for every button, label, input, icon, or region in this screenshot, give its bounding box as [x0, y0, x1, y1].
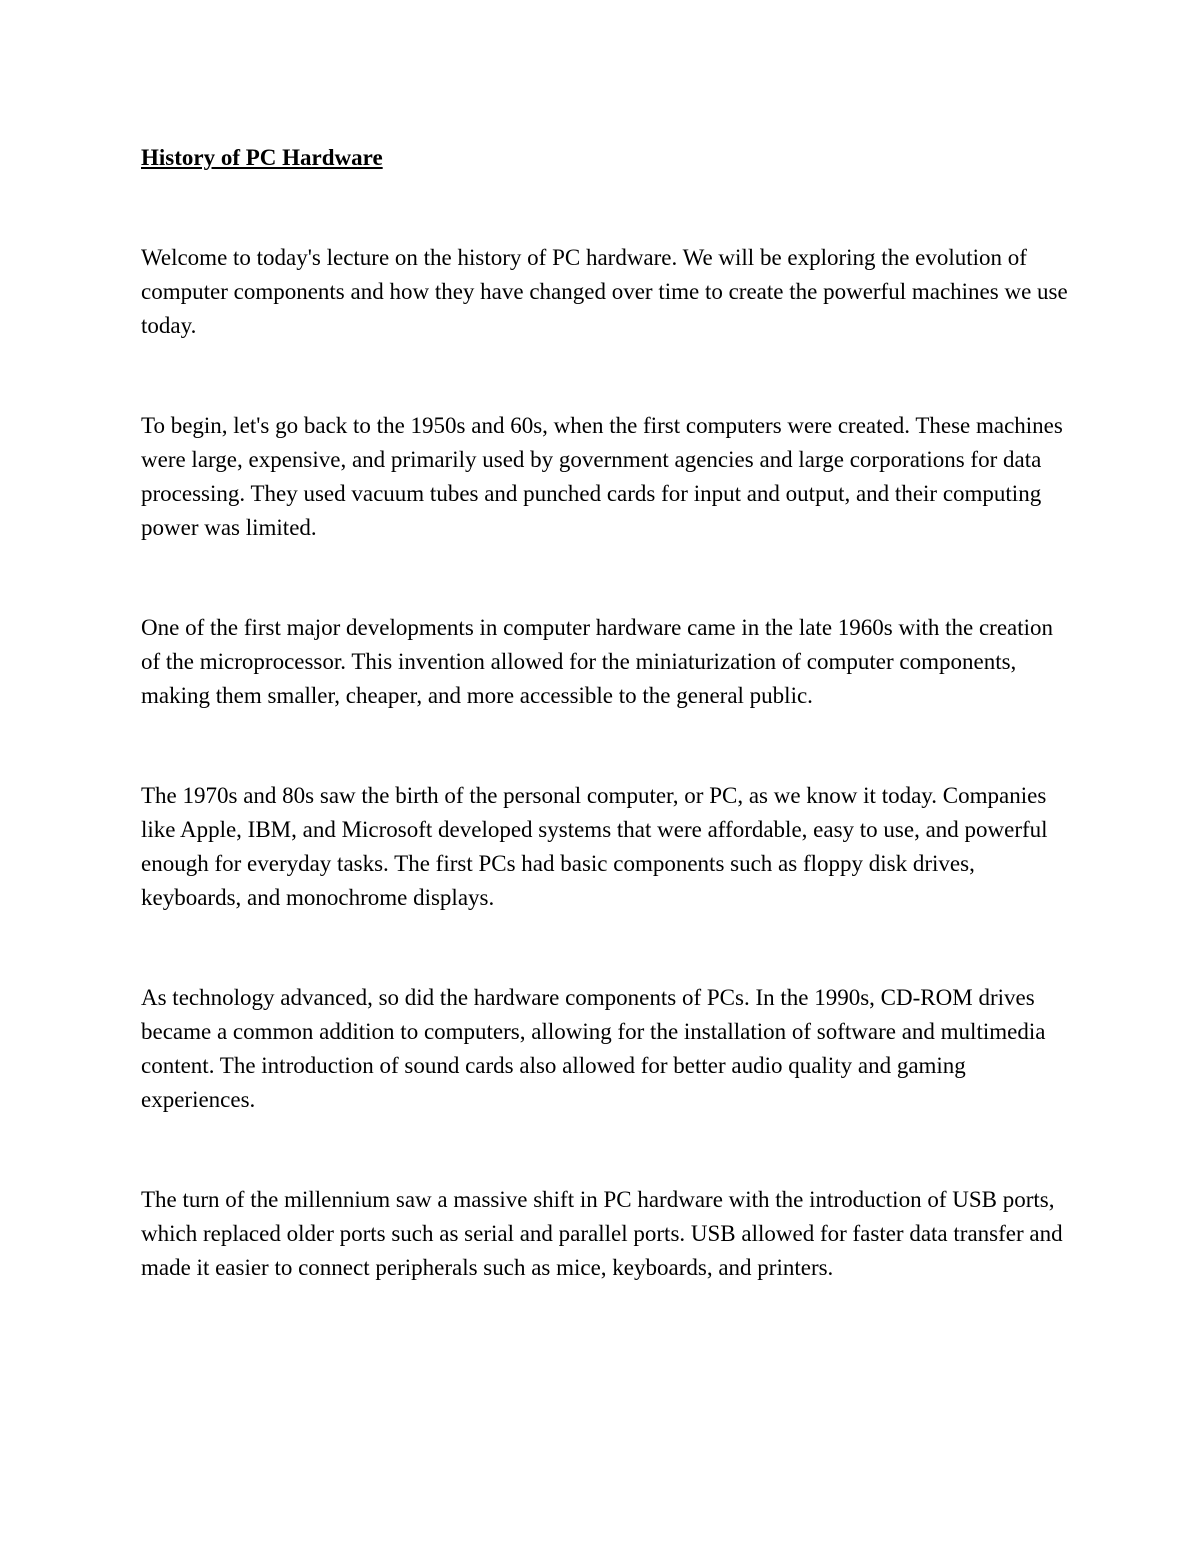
paragraph-1950s: To begin, let's go back to the 1950s and 60s, when the first computers were created. These machines were large, expensive, and primarily used by government agencies and large corporations for data processing. They used vacuum tubes and punched cards for input and output, and their computing power was limited.: [141, 413, 1063, 540]
paragraph-microprocessor: One of the first major developments in computer hardware came in the late 1960s with the creation of the microprocessor. This invention allowed for the miniaturization of computer components, making them smaller, cheaper, and more accessible to the general public.: [141, 615, 1054, 708]
paragraph-personal-computer: The 1970s and 80s saw the birth of the personal computer, or PC, as we know it today. Companies like Apple, IBM, and Microsoft developed systems that were affordable, easy to use, and powerful enough for everyday tasks. The first PCs had basic components such as floppy disk drives, keyboards, and monochrome displays.: [141, 783, 1048, 910]
paragraph-1990s: As technology advanced, so did the hardware components of PCs. In the 1990s, CD-ROM drives became a common addition to computers, allowing for the installation of software and multimedia content. The introduction of sound cards also allowed for better audio quality and gaming experiences.: [141, 985, 1046, 1112]
paragraph-intro: Welcome to today's lecture on the history of PC hardware. We will be exploring the evolution of computer components and how they have changed over time to create the powerful machines we use today.: [141, 245, 1068, 338]
document-title: History of PC Hardware: [141, 145, 383, 170]
document-body: [141, 141, 1071, 1285]
paragraph-millennium: The turn of the millennium saw a massive shift in PC hardware with the introduction of USB ports, which replaced older ports such as serial and parallel ports. USB allowed for faster data transfer and made it easier to connect peripherals such as mice, keyboards, and printers.: [141, 1187, 1063, 1280]
